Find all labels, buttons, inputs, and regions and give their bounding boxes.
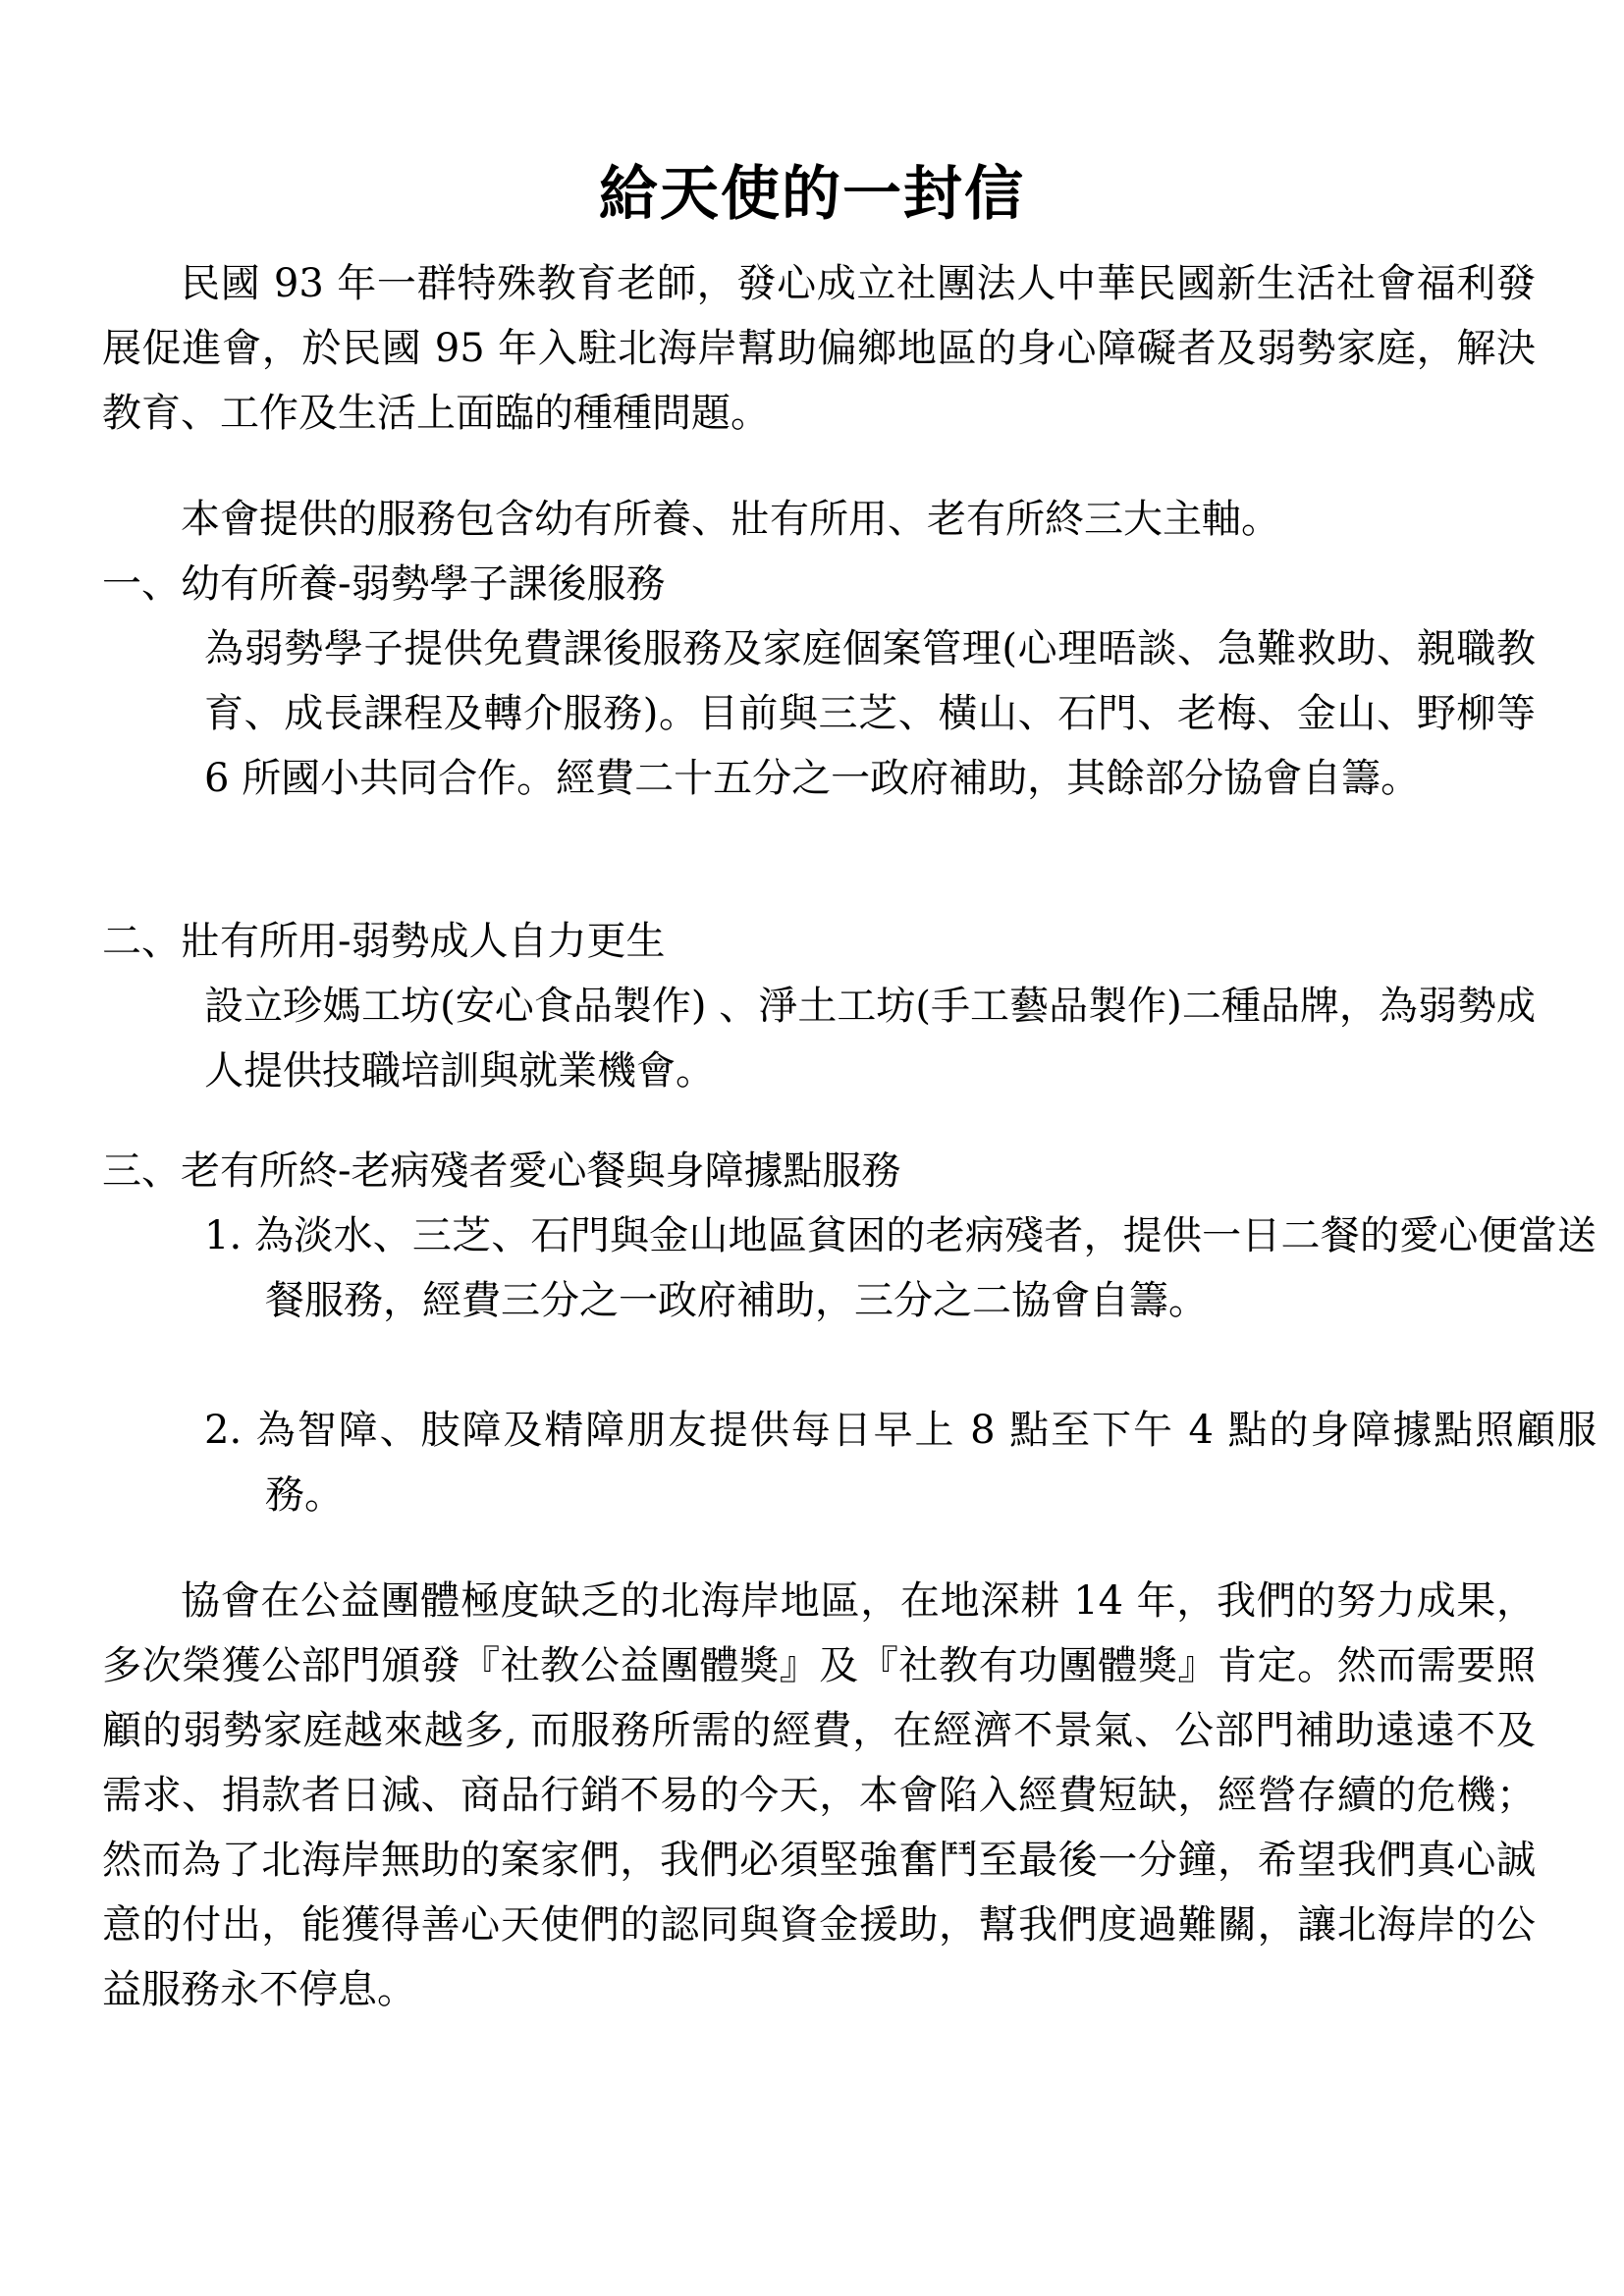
- section-2-body: 設立珍媽工坊(安心食品製作) 、淨土工坊(手工藝品製作)二種品牌，為弱勢成人提供技職培訓與就業機會。: [204, 984, 1536, 1094]
- document-title: 給天使的一封信: [599, 160, 1025, 230]
- section-2-heading: 二、壯有所用-弱勢成人自力更生: [102, 919, 666, 964]
- section-3-item-2: 2. 為智障、肢障及精障朋友提供每日早上 8 點至下午 4 點的身障據點照顧服務。: [204, 1408, 1597, 1518]
- section-1-heading: 一、幼有所養-弱勢學子課後服務: [102, 561, 666, 607]
- section-3-heading: 三、老有所終-老病殘者愛心餐與身障據點服務: [102, 1148, 901, 1194]
- closing-paragraph: 協會在公益團體極度缺乏的北海岸地區，在地深耕 14 年，我們的努力成果，多次榮獲公部門頒發『社教公益團體獎』及『社教有功團體獎』肯定。然而需要照顧的弱勢家庭越來越多, 而服務所需的經費，在經濟不景氣、公部門補助遠遠不及需求、捐款者日減、商品行銷不易的今天，本會陷入經費短缺，經營存續的危機；然而為了北海岸無助的案家們，我們必須堅強奮鬥至最後一分鐘，希望我們真心誠意的付出，能獲得善心天使們的認同與資金援助，幫我們度過難關，讓北海岸的公益服務永不停息。: [102, 1578, 1536, 2012]
- intro-paragraph: 民國 93 年一群特殊教育老師，發心成立社團法人中華民國新生活社會福利發展促進會，於民國 95 年入駐北海岸幫助偏鄉地區的身心障礙者及弱勢家庭，解決教育、工作及生活上面臨的種種問題。: [102, 261, 1536, 436]
- section-1-body: 為弱勢學子提供免費課後服務及家庭個案管理(心理晤談、急難救助、親職教育、成長課程及轉介服務)。目前與三芝、橫山、石門、老梅、金山、野柳等 6 所國小共同合作。經費二十五分之一政府補助，其餘部分協會自籌。: [204, 626, 1536, 801]
- section-3-item-1: 1. 為淡水、三芝、石門與金山地區貧困的老病殘者，提供一日二餐的愛心便當送餐服務，經費三分之一政府補助，三分之二協會自籌。: [204, 1213, 1597, 1323]
- services-intro-paragraph: 本會提供的服務包含幼有所養、壯有所用、老有所終三大主軸。: [181, 497, 1280, 542]
